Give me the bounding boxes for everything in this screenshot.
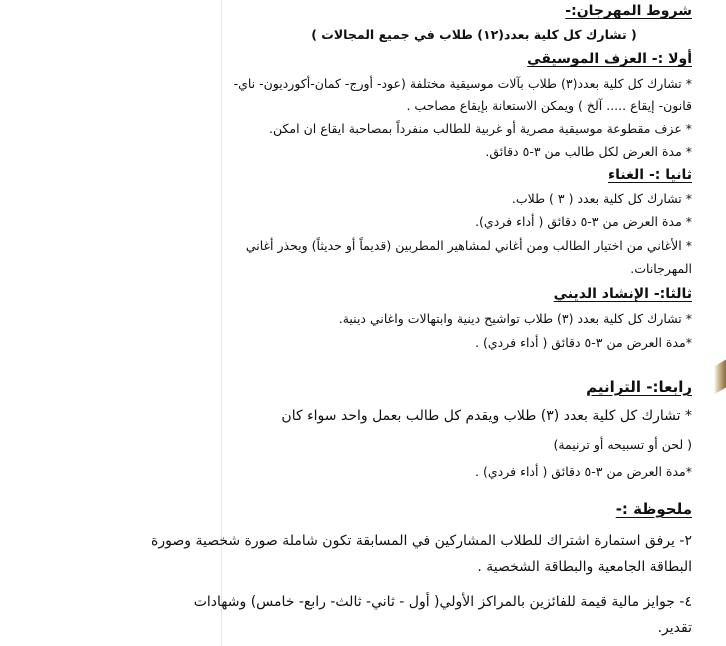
intro-line: ( تشارك كل كلية بعدد(١٢) طلاب في جميع المجالات ) [311,27,637,42]
section-1-line-2: قانون- إيقاع ..... آلخ ) ويمكن الاستعانة بإيقاع مصاحب . [406,98,692,113]
notes-line-2: البطاقة الجامعية والبطاقة الشخصية . [477,559,692,575]
notes-line-3: ٤- جوايز مالية قيمة للفائزين بالمراكز الأولي( أول - ثاني- ثالث- رابع- خامس) وشهادات [193,594,692,610]
section-1-line-4: * مدة العرض لكل طالب من ٣-٥ دقائق. [485,144,692,159]
section-3-line-2: *مدة العرض من ٣-٥ دقائق ( أداء فردي) . [475,335,692,350]
section-1-line-3: * عزف مقطوعة موسيقية مصرية أو غربية للطالب منفرداً بمصاحبة ايقاع ان امكن. [269,121,692,136]
section-2-heading: ثانيا :- الغناء [608,167,692,183]
section-4-heading: رابعا:- الترانيم [586,378,692,396]
page-fold-corner [714,360,726,395]
section-1-heading: أولا :- العزف الموسيقي [527,51,692,67]
section-2-line-4: المهرجانات. [630,261,692,276]
notes-line-1: ٢- يرفق استمارة اشتراك للطلاب المشاركين في المسابقة تكون شاملة صورة شخصية وصورة [151,533,692,549]
notes-heading: ملحوظة :- [615,500,692,518]
page-title: شروط المهرجان:- [565,3,692,19]
notes-line-4: تقدير. [657,620,692,636]
section-4-line-1: * تشارك كل كلية بعدد (٣) طلاب ويقدم كل طالب بعمل واحد سواء كان [281,408,692,424]
section-2-line-3: * الأغاني من اختيار الطالب ومن أغاني لمشاهير المطربين (قديماً أو حديثاً) ويحذر أغاني [245,238,692,253]
section-3-heading: ثالثا:- الإنشاد الديني [553,286,692,302]
section-2-line-2: * مدة العرض من ٣-٥ دقائق ( أداء فردي). [475,214,692,229]
section-3-line-1: * تشارك كل كلية بعدد (٣) طلاب تواشيح دينية وابتهالات واغاني دينية. [338,311,692,326]
section-4-line-2: ( لحن أو تسبيحه أو ترنيمة) [553,437,692,452]
section-2-line-1: * تشارك كل كلية بعدد ( ٣ ) طلاب. [511,191,692,206]
section-4-line-3: *مدة العرض من ٣-٥ دقائق ( أداء فردي) . [475,464,692,479]
section-1-line-1: * تشارك كل كلية بعدد(٣) طلاب بآلات موسيقية مختلفة (عود- أورج- كمان-أكورديون- ناي- [233,76,692,91]
